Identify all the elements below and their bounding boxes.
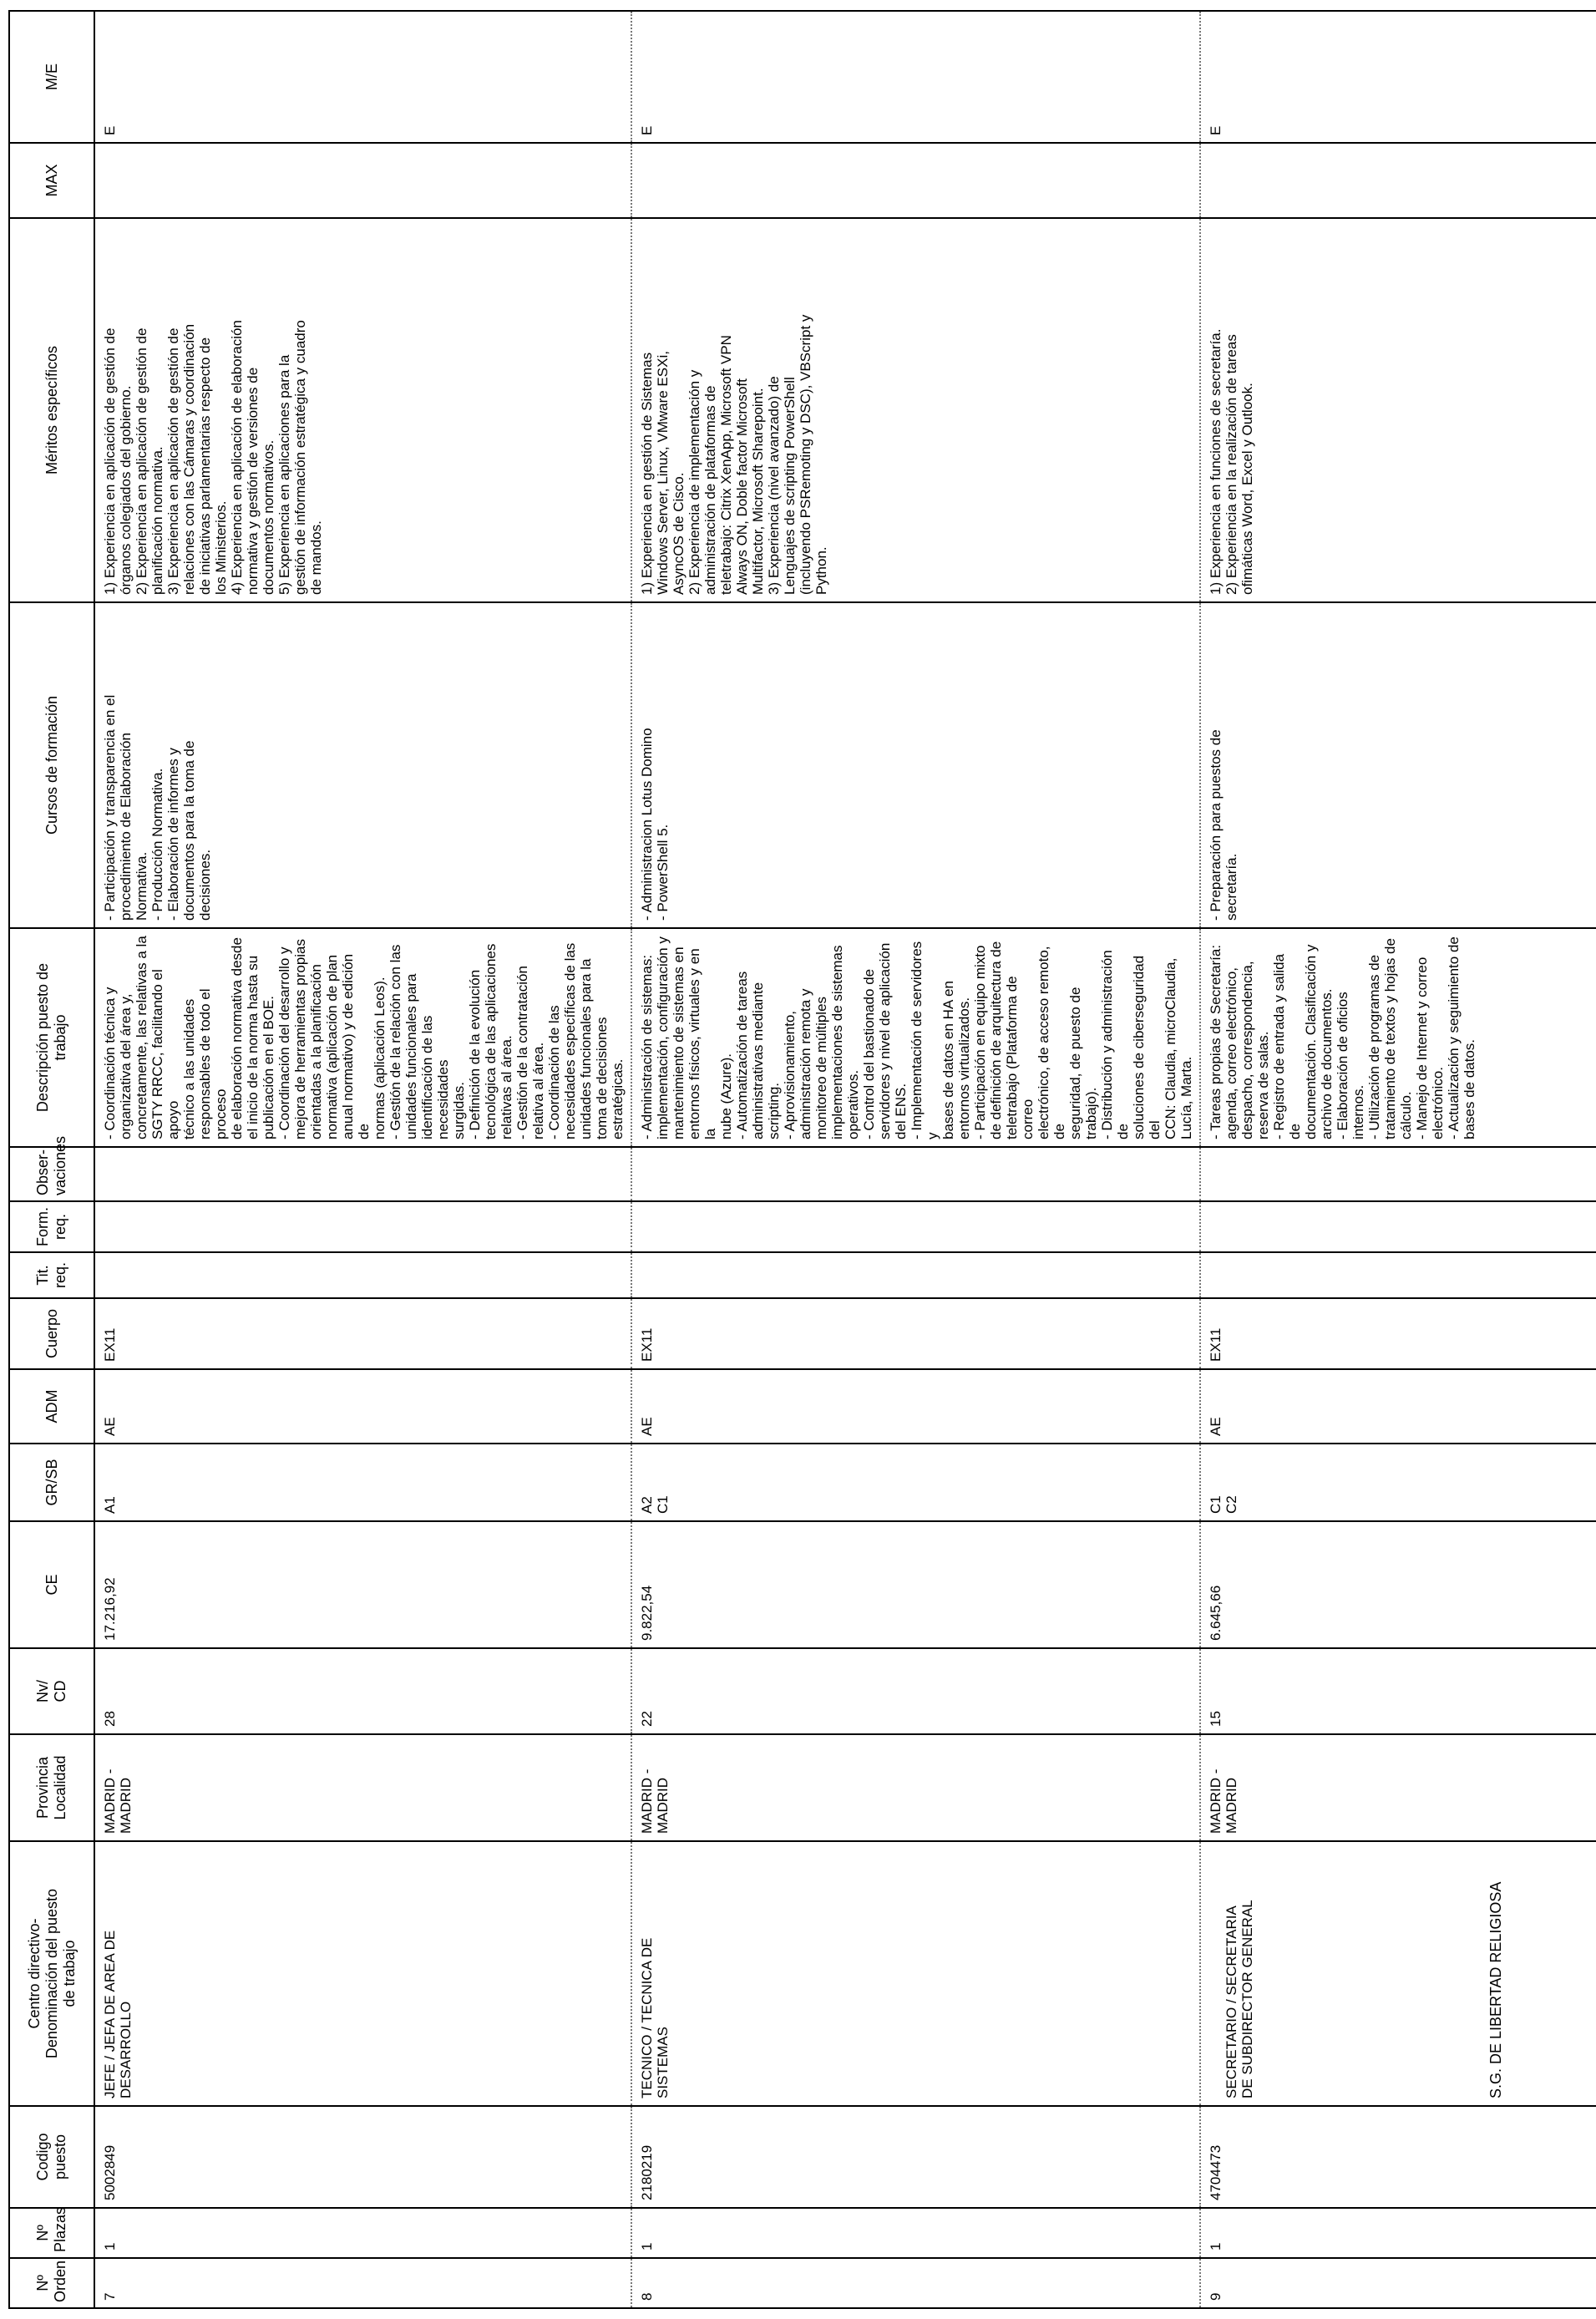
header-tit: Tit. req. (9, 1252, 94, 1298)
cell-provincia: MADRID - MADRID (631, 1734, 1200, 1841)
cell-form (94, 1201, 631, 1252)
cell-max (631, 143, 1200, 218)
cell-max (94, 143, 631, 218)
cell-codigo: 4704473 (1200, 2106, 1596, 2208)
header-ce: CE (9, 1521, 94, 1648)
cell-tit (1200, 1252, 1596, 1298)
cell-cursos: - Administracion Lotus Domino - PowerShell 5. (631, 602, 1200, 928)
cell-centro (1200, 1841, 1596, 2106)
cell-centro-title: SECRETARIO / SECRETARIA DE SUBDIRECTOR GENERAL (1224, 1900, 1255, 2098)
cell-centro-org: S.G. DE LIBERTAD RELIGIOSA (1487, 1881, 1504, 2098)
header-max: MAX (9, 143, 94, 218)
cell-orden: 9 (1200, 2258, 1596, 2308)
header-grsb: GR/SB (9, 1444, 94, 1521)
cell-me: E (1200, 11, 1596, 143)
cell-form (631, 1201, 1200, 1252)
header-centro: Centro directivo- Denominación del puesto de trabajo (9, 1841, 94, 2106)
cell-centro: TECNICO / TECNICA DE SISTEMAS (631, 1841, 1200, 2106)
cell-descripcion: - Tareas propias de Secretaría: agenda, correo electrónico, despacho, correspondencia, reserva de salas. - Registro de entrada y salida de documentación. Clasificación y archivo de documentos. - Elaboración de oficios internos. - Utilización de programas de tratamiento de textos y hojas de cálculo. - Manejo de Internet y correo electrónico. - Actualización y seguimiento de bases de datos. (1200, 928, 1596, 1147)
header-codigo: Codigo puesto (9, 2106, 94, 2208)
cell-cuerpo: EX11 (1200, 1298, 1596, 1369)
table-row (631, 11, 1200, 2308)
cell-adm: AE (94, 1369, 631, 1444)
cell-codigo: 5002849 (94, 2106, 631, 2208)
header-adm: ADM (9, 1369, 94, 1444)
cell-max (1200, 143, 1596, 218)
table-row (1200, 11, 1596, 2308)
cell-obs (631, 1147, 1200, 1201)
cell-ce: 9.822,54 (631, 1521, 1200, 1648)
header-me: M/E (9, 11, 94, 143)
header-meritos: Méritos específicos (9, 218, 94, 602)
job-positions-table (8, 10, 1596, 2309)
cell-nivel: 28 (94, 1648, 631, 1734)
cell-orden: 7 (94, 2258, 631, 2308)
header-row (9, 11, 94, 2308)
cell-plazas: 1 (94, 2208, 631, 2258)
cell-cursos: - Preparación para puestos de secretaría. (1200, 602, 1596, 928)
cell-grsb: A2 C1 (631, 1444, 1200, 1521)
cell-cuerpo: EX11 (631, 1298, 1200, 1369)
cell-centro: JEFE / JEFA DE AREA DE DESARROLLO (94, 1841, 631, 2106)
table-row (94, 11, 631, 2308)
cell-me: E (94, 11, 631, 143)
header-cursos: Cursos de formación (9, 602, 94, 928)
cell-descripcion: - Coordinación técnica y organizativa del área y, concretamente, las relativas a la SGTY RRCC, facilitando el apoyo técnico a las unidades responsables de todo el proceso de elaboración normativa desde el inicio de la norma hasta su publicación en el BOE. - Coordinación del desarrollo y mejora de herramientas propias orientadas a la planificación normativa (aplicación de plan anual normativo) y de edición de normas (aplicación Leos). - Gestión de la relación con las unidades funcionales para identificación de las necesidades surgidas. - Definición de la evolución tecnológica de las aplicaciones relativas al área. - Gestión de la contratación relativa al área. - Coordinación de las necesidades específicas de las unidades funcionales para la toma de decisiones estratégicas. (94, 928, 631, 1147)
cell-nivel: 22 (631, 1648, 1200, 1734)
cell-adm: AE (631, 1369, 1200, 1444)
cell-provincia: MADRID - MADRID (94, 1734, 631, 1841)
cell-obs (94, 1147, 631, 1201)
cell-descripcion: - Administración de sistemas: implementación, configuración y mantenimiento de sistemas en entornos físicos, virtuales y en la nube (Azure). - Automatización de tareas administrativas mediante scripting. - Aprovisionamiento, administración remota y monitoreo de múltiples implementaciones de sistemas operativos. - Control del bastionado de servidores y nivel de aplicación del ENS. - Implementación de servidores y bases de datos en HA en entornos virtualizados. - Participación en equipo mixto de definición de arquitectura de teletrabajo (Plataforma de correo electrónico, de acceso remoto, de seguridad, de puesto de trabajo). - Distribución y administración de soluciones de ciberseguridad del CCN: Claudia, microClaudia, Lucía, Marta. (631, 928, 1200, 1147)
cell-provincia: MADRID - MADRID (1200, 1734, 1596, 1841)
header-cuerpo: Cuerpo (9, 1298, 94, 1369)
header-form: Form. req. (9, 1201, 94, 1252)
header-plazas: Nº Plazas (9, 2208, 94, 2258)
cell-nivel: 15 (1200, 1648, 1596, 1734)
cell-meritos: 1) Experiencia en aplicación de gestión de órganos colegiados del gobierno. 2) Experiencia en aplicación de gestión de planificación normativa. 3) Experiencia en aplicación de gestión de relaciones con las Cámaras y coordinación de iniciativas parlamentarias respecto de los Ministerios. 4) Experiencia en aplicación de elaboración normativa y gestión de versiones de documentos normativos. 5) Experiencia en aplicaciones para la gestión de información estratégica y cuadro de mandos. (94, 218, 631, 602)
header-orden: Nº Orden (9, 2258, 94, 2308)
cell-form (1200, 1201, 1596, 1252)
cell-cursos: - Participación y transparencia en el procedimiento de Elaboración Normativa. - Producción Normativa. - Elaboración de informes y documentos para la toma de decisiones. (94, 602, 631, 928)
cell-codigo: 2180219 (631, 2106, 1200, 2208)
cell-ce: 17.216,92 (94, 1521, 631, 1648)
cell-meritos: 1) Experiencia en funciones de secretaría. 2) Experiencia en la realización de tareas ofimáticas Word, Excel y Outlook. (1200, 218, 1596, 602)
header-descripcion: Descripción puesto de trabajo (9, 928, 94, 1147)
cell-me: E (631, 11, 1200, 143)
cell-grsb: C1 C2 (1200, 1444, 1596, 1521)
cell-ce: 6.645,66 (1200, 1521, 1596, 1648)
header-nivel: Nv/ CD (9, 1648, 94, 1734)
cell-meritos: 1) Experiencia en gestión de Sistemas Windows Server, Linux, VMware ESXi, AsyncOS de Cisco. 2) Experiencia de implementación y administración de plataformas de teletrabajo: Citrix XenApp, Microsoft VPN Always ON, Doble factor Microsoft Multifactor, Microsoft Sharepoint. 3) Experiencia (nivel avanzado) de Lenguajes de scripting PowerShell (incluyendo PSRemoting y DSC), VBScript y Python. (631, 218, 1200, 602)
header-obs: Obser- vaciones (9, 1147, 94, 1201)
cell-grsb: A1 (94, 1444, 631, 1521)
cell-plazas: 1 (631, 2208, 1200, 2258)
cell-tit (94, 1252, 631, 1298)
cell-cuerpo: EX11 (94, 1298, 631, 1369)
cell-adm: AE (1200, 1369, 1596, 1444)
header-provincia: Provincia Localidad (9, 1734, 94, 1841)
cell-obs (1200, 1147, 1596, 1201)
cell-plazas: 1 (1200, 2208, 1596, 2258)
cell-orden: 8 (631, 2258, 1200, 2308)
cell-tit (631, 1252, 1200, 1298)
